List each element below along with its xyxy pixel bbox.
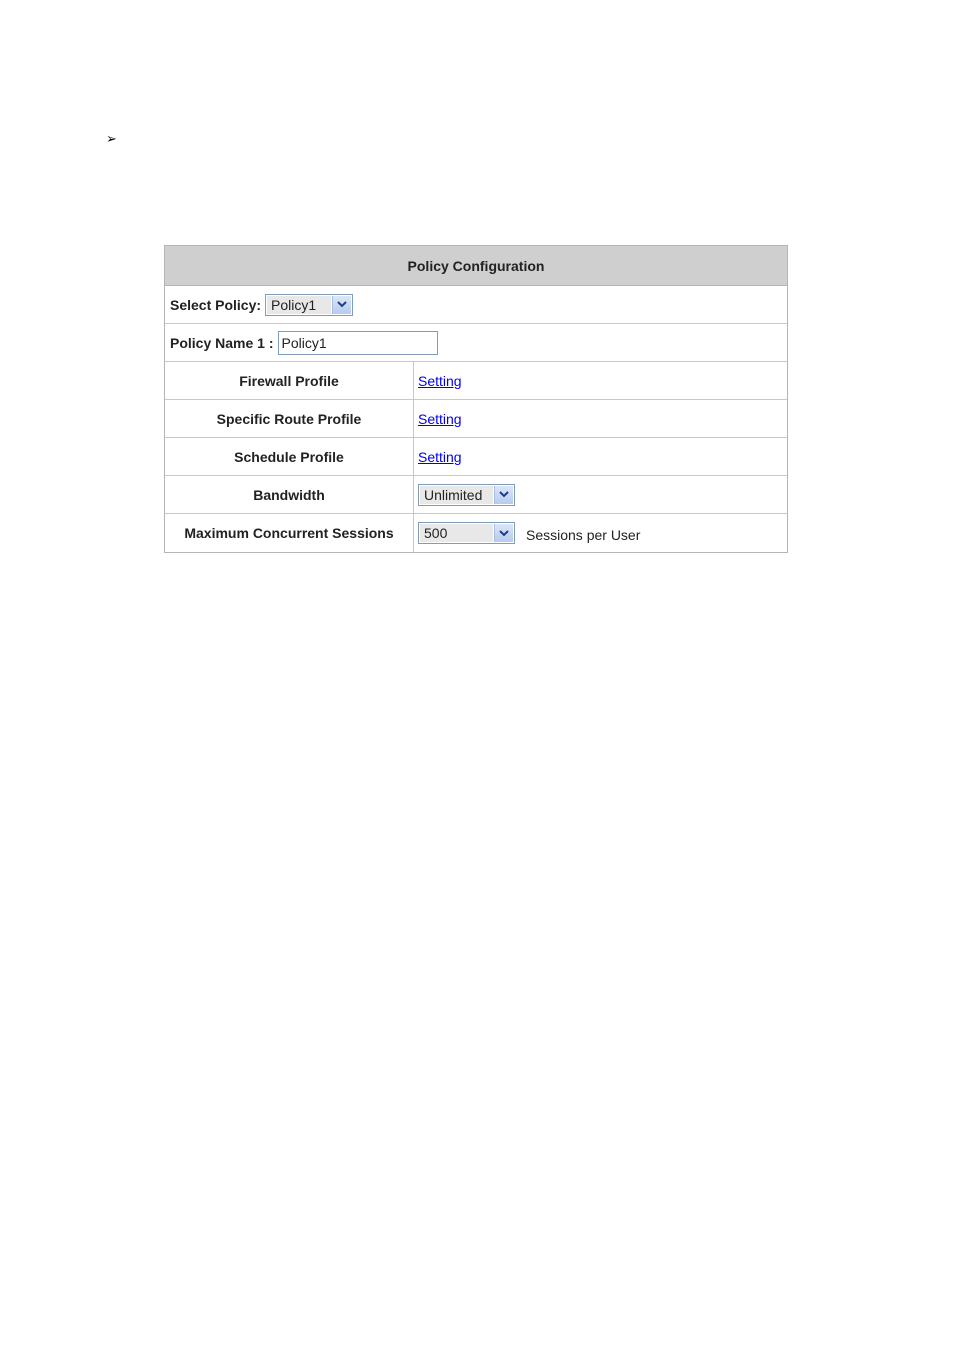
chevron-down-icon — [494, 524, 513, 542]
policy-name-input[interactable]: Policy1 — [278, 331, 438, 355]
specific-route-profile-label: Specific Route Profile — [165, 400, 414, 437]
bullet-arrow-icon: ➢ — [106, 132, 117, 147]
select-policy-value: Policy1 — [267, 296, 331, 314]
specific-route-profile-setting-link[interactable]: Setting — [418, 410, 462, 427]
firewall-profile-setting-link[interactable]: Setting — [418, 372, 462, 389]
bandwidth-value: Unlimited — [420, 486, 493, 504]
panel-title: Policy Configuration — [165, 246, 787, 286]
max-sessions-label: Maximum Concurrent Sessions — [165, 514, 414, 552]
chevron-down-icon — [494, 486, 513, 504]
policy-name-row — [165, 324, 787, 362]
chevron-down-icon — [332, 296, 351, 314]
max-sessions-value: 500 — [420, 524, 493, 542]
schedule-profile-label: Schedule Profile — [165, 438, 414, 475]
specific-route-profile-row — [165, 400, 787, 438]
schedule-profile-row — [165, 438, 787, 476]
schedule-profile-setting-link[interactable]: Setting — [418, 448, 462, 465]
sessions-unit-label: Sessions per User — [526, 527, 641, 543]
select-policy-label: Select Policy: — [170, 296, 262, 313]
firewall-profile-label: Firewall Profile — [165, 362, 414, 399]
bandwidth-row — [165, 476, 787, 514]
max-sessions-dropdown[interactable] — [418, 522, 515, 544]
policy-name-label: Policy Name 1 : — [170, 334, 274, 351]
firewall-profile-row — [165, 362, 787, 400]
bandwidth-dropdown[interactable] — [418, 484, 515, 506]
policy-configuration-panel — [164, 245, 788, 553]
bandwidth-label: Bandwidth — [165, 476, 414, 513]
select-policy-dropdown[interactable] — [265, 294, 353, 316]
select-policy-row — [165, 286, 787, 324]
max-sessions-row — [165, 514, 787, 552]
